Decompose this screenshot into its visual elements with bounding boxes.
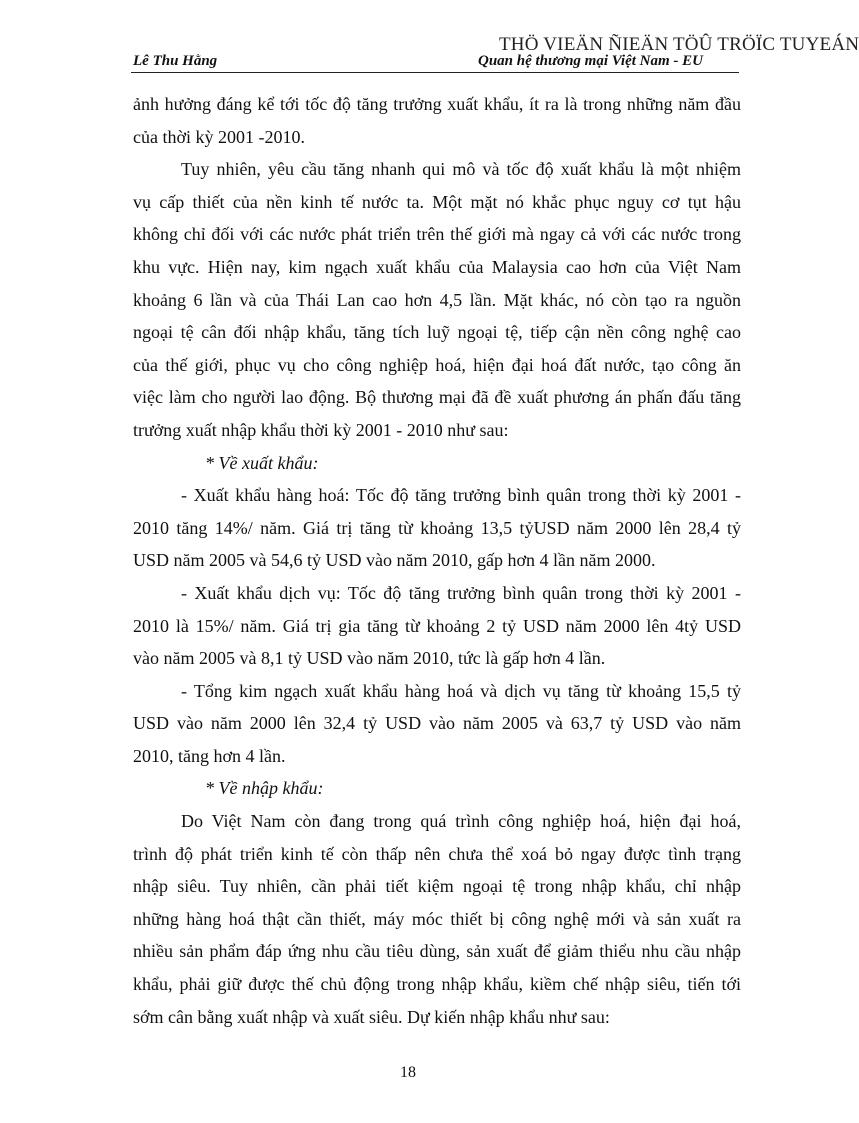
text-line: 2010, tăng hơn 4 lần. — [133, 745, 286, 766]
text-line: vụ cấp thiết của nền kinh tế nước ta. Một mặt nó khắc phục nguy cơ tụt hậu — [133, 191, 741, 212]
text-line: sớm cân bằng xuất nhập và xuất siêu. Dự kiến nhập khẩu như sau: — [133, 1006, 610, 1027]
text-line: Do Việt Nam còn đang trong quá trình công nghiệp hoá, hiện đại hoá, — [181, 811, 741, 832]
text-line: không chỉ đối với các nước phát triển trên thế giới mà ngay cả với các nước trong — [133, 224, 741, 245]
header-author: Lê Thu Hằng — [133, 53, 218, 69]
text-line: việc làm cho người lao động. Bộ thương mại đã đề xuất phương án phấn đấu tăng — [133, 387, 741, 408]
watermark-text: THÖ VIEÄN ÑIEÄN TÖÛ TRÖÏC TUYEÁN — [499, 34, 859, 55]
text-line: ảnh hưởng đáng kể tới tốc độ tăng trưởng xuất khẩu, ít ra là trong những năm đầu — [133, 94, 741, 114]
text-line: vào năm 2005 và 8,1 tỷ USD vào năm 2010, tức là gấp hơn 4 lần. — [133, 648, 606, 669]
text-line: - Xuất khẩu dịch vụ: Tốc độ tăng trưởng bình quân trong thời kỳ 2001 - — [181, 582, 741, 603]
text-line: 2010 là 15%/ năm. Giá trị gia tăng từ khoảng 2 tỷ USD năm 2000 lên 4tỷ USD — [133, 615, 741, 636]
text-line: - Xuất khẩu hàng hoá: Tốc độ tăng trưởng bình quân trong thời kỳ 2001 - — [181, 485, 741, 506]
text-line: của thời kỳ 2001 -2010. — [133, 126, 305, 147]
text-line: - Tổng kim ngạch xuất khẩu hàng hoá và dịch vụ tăng từ khoảng 15,5 tỷ — [181, 680, 741, 701]
text-line: USD năm 2005 và 54,6 tỷ USD vào năm 2010, gấp hơn 4 lần năm 2000. — [133, 550, 656, 571]
text-line: nhiều sản phẩm đáp ứng nhu cầu tiêu dùng, sản xuất để giảm thiểu nhu cầu nhập — [133, 941, 741, 962]
section-heading-export: * Về xuất khẩu: — [205, 452, 319, 473]
header-title: Quan hệ thương mại Việt Nam - EU — [478, 53, 703, 69]
text-line: 2010 tăng 14%/ năm. Giá trị tăng từ khoảng 13,5 tỷUSD năm 2000 lên 28,4 tỷ — [133, 517, 741, 538]
section-heading-import: * Về nhập khẩu: — [205, 778, 324, 799]
text-line: USD vào năm 2000 lên 32,4 tỷ USD vào năm 2005 và 63,7 tỷ USD vào năm — [133, 713, 741, 734]
text-line: nhập siêu. Tuy nhiên, cần phải tiết kiệm ngoại tệ trong nhập khẩu, chỉ nhập — [133, 876, 741, 897]
text-line: khu vực. Hiện nay, kim ngạch xuất khẩu của Malaysia cao hơn của Việt Nam — [133, 256, 741, 277]
text-line: ngoại tệ cân đối nhập khẩu, tăng tích luỹ ngoại tệ, tiếp cận nền công nghệ cao — [133, 322, 741, 343]
text-line: khoảng 6 lần và của Thái Lan cao hơn 4,5 lần. Mặt khác, nó còn tạo ra nguồn — [133, 289, 741, 310]
text-line: trưởng xuất nhập khẩu thời kỳ 2001 - 2010 như sau: — [133, 419, 509, 440]
text-line: Tuy nhiên, yêu cầu tăng nhanh qui mô và tốc độ xuất khẩu là một nhiệm — [181, 159, 741, 180]
page-number: 18 — [400, 1064, 416, 1081]
text-line: khẩu, phải giữ được thế chủ động trong nhập khẩu, kiềm chế nhập siêu, tiến tới — [133, 974, 741, 995]
header-divider — [131, 72, 739, 73]
text-line: của thế giới, phục vụ cho công nghiệp hoá, hiện đại hoá đất nước, tạo công ăn — [133, 354, 741, 375]
text-line: trình độ phát triển kinh tế còn thấp nên chưa thể xoá bỏ ngay được tình trạng — [133, 843, 741, 864]
text-line: những hàng hoá thật cần thiết, máy móc thiết bị công nghệ mới và sản xuất ra — [133, 908, 741, 929]
body-text — [133, 88, 741, 1033]
